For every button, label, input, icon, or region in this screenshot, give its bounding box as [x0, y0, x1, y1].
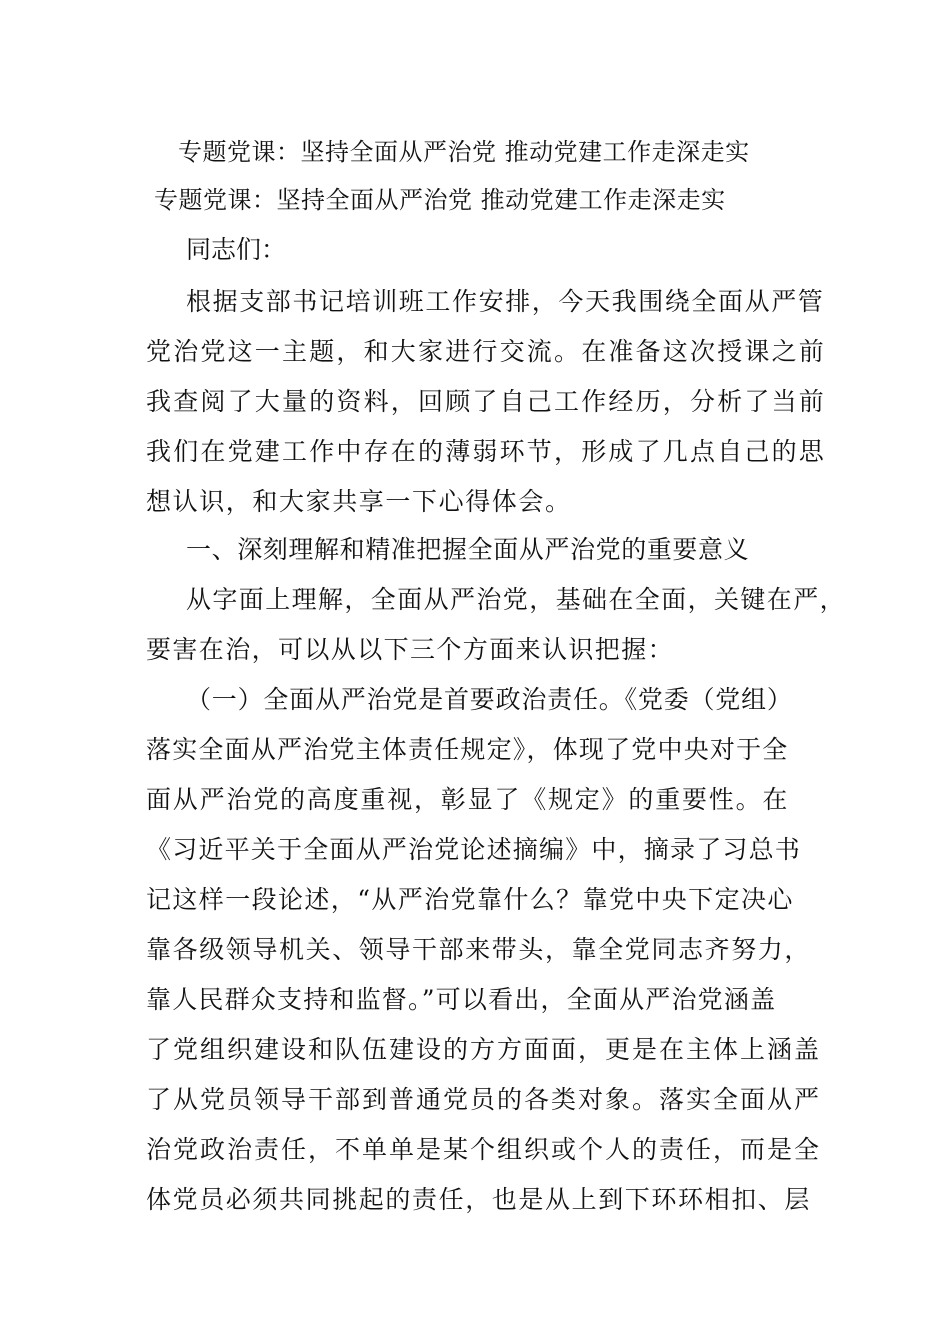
greeting: 同志们：: [186, 235, 287, 264]
document-title: 专题党课：坚持全面从严治党 推动党建工作走深走实: [178, 138, 750, 166]
paragraph-line: 体党员必须共同挑起的责任，也是从上到下环环相扣、层: [146, 1185, 812, 1214]
paragraph-line: 了从党员领导干部到普通党员的各类对象。落实全面从严: [146, 1085, 822, 1114]
paragraph-line: 我查阅了大量的资料，回顾了自己工作经历，分析了当前: [146, 387, 827, 416]
paragraph-line: 治党政治责任，不单单是某个组织或个人的责任，而是全: [146, 1135, 822, 1164]
paragraph-line: 我们在党建工作中存在的薄弱环节，形成了几点自己的思: [146, 437, 827, 466]
document-title-repeat: 专题党课：坚持全面从严治党 推动党建工作走深走实: [154, 186, 726, 214]
paragraph-line: 党治党这一主题，和大家进行交流。在准备这次授课之前: [146, 337, 827, 366]
paragraph-line: 想认识，和大家共享一下心得体会。: [146, 487, 572, 516]
paragraph-line: 《习近平关于全面从严治党论述摘编》中，摘录了习总书: [146, 835, 802, 864]
paragraph-line: （一）全面从严治党是首要政治责任。《党委（党组）: [186, 685, 793, 714]
paragraph-line: 从字面上理解，全面从严治党，基础在全面，关键在严，: [186, 585, 847, 614]
paragraph-line: 靠人民群众支持和监督。”可以看出，全面从严治党涵盖: [146, 985, 777, 1014]
paragraph-line: 靠各级领导机关、领导干部来带头，靠全党同志齐努力，: [146, 935, 812, 964]
section-heading: 一、深刻理解和精准把握全面从严治党的重要意义: [186, 535, 750, 564]
paragraph-line: 落实全面从严治党主体责任规定》，体现了党中央对于全: [146, 735, 789, 764]
paragraph-line: 面从严治党的高度重视，彰显了《规定》的重要性。在: [146, 785, 790, 814]
paragraph-line: 了党组织建设和队伍建设的方方面面，更是在主体上涵盖: [146, 1035, 822, 1064]
paragraph-line: 根据支部书记培训班工作安排，今天我围绕全面从严管: [186, 287, 825, 316]
paragraph-line: 记这样一段论述，“从严治党靠什么？靠党中央下定决心: [146, 885, 794, 914]
paragraph-line: 要害在治，可以从以下三个方面来认识把握：: [146, 635, 675, 664]
